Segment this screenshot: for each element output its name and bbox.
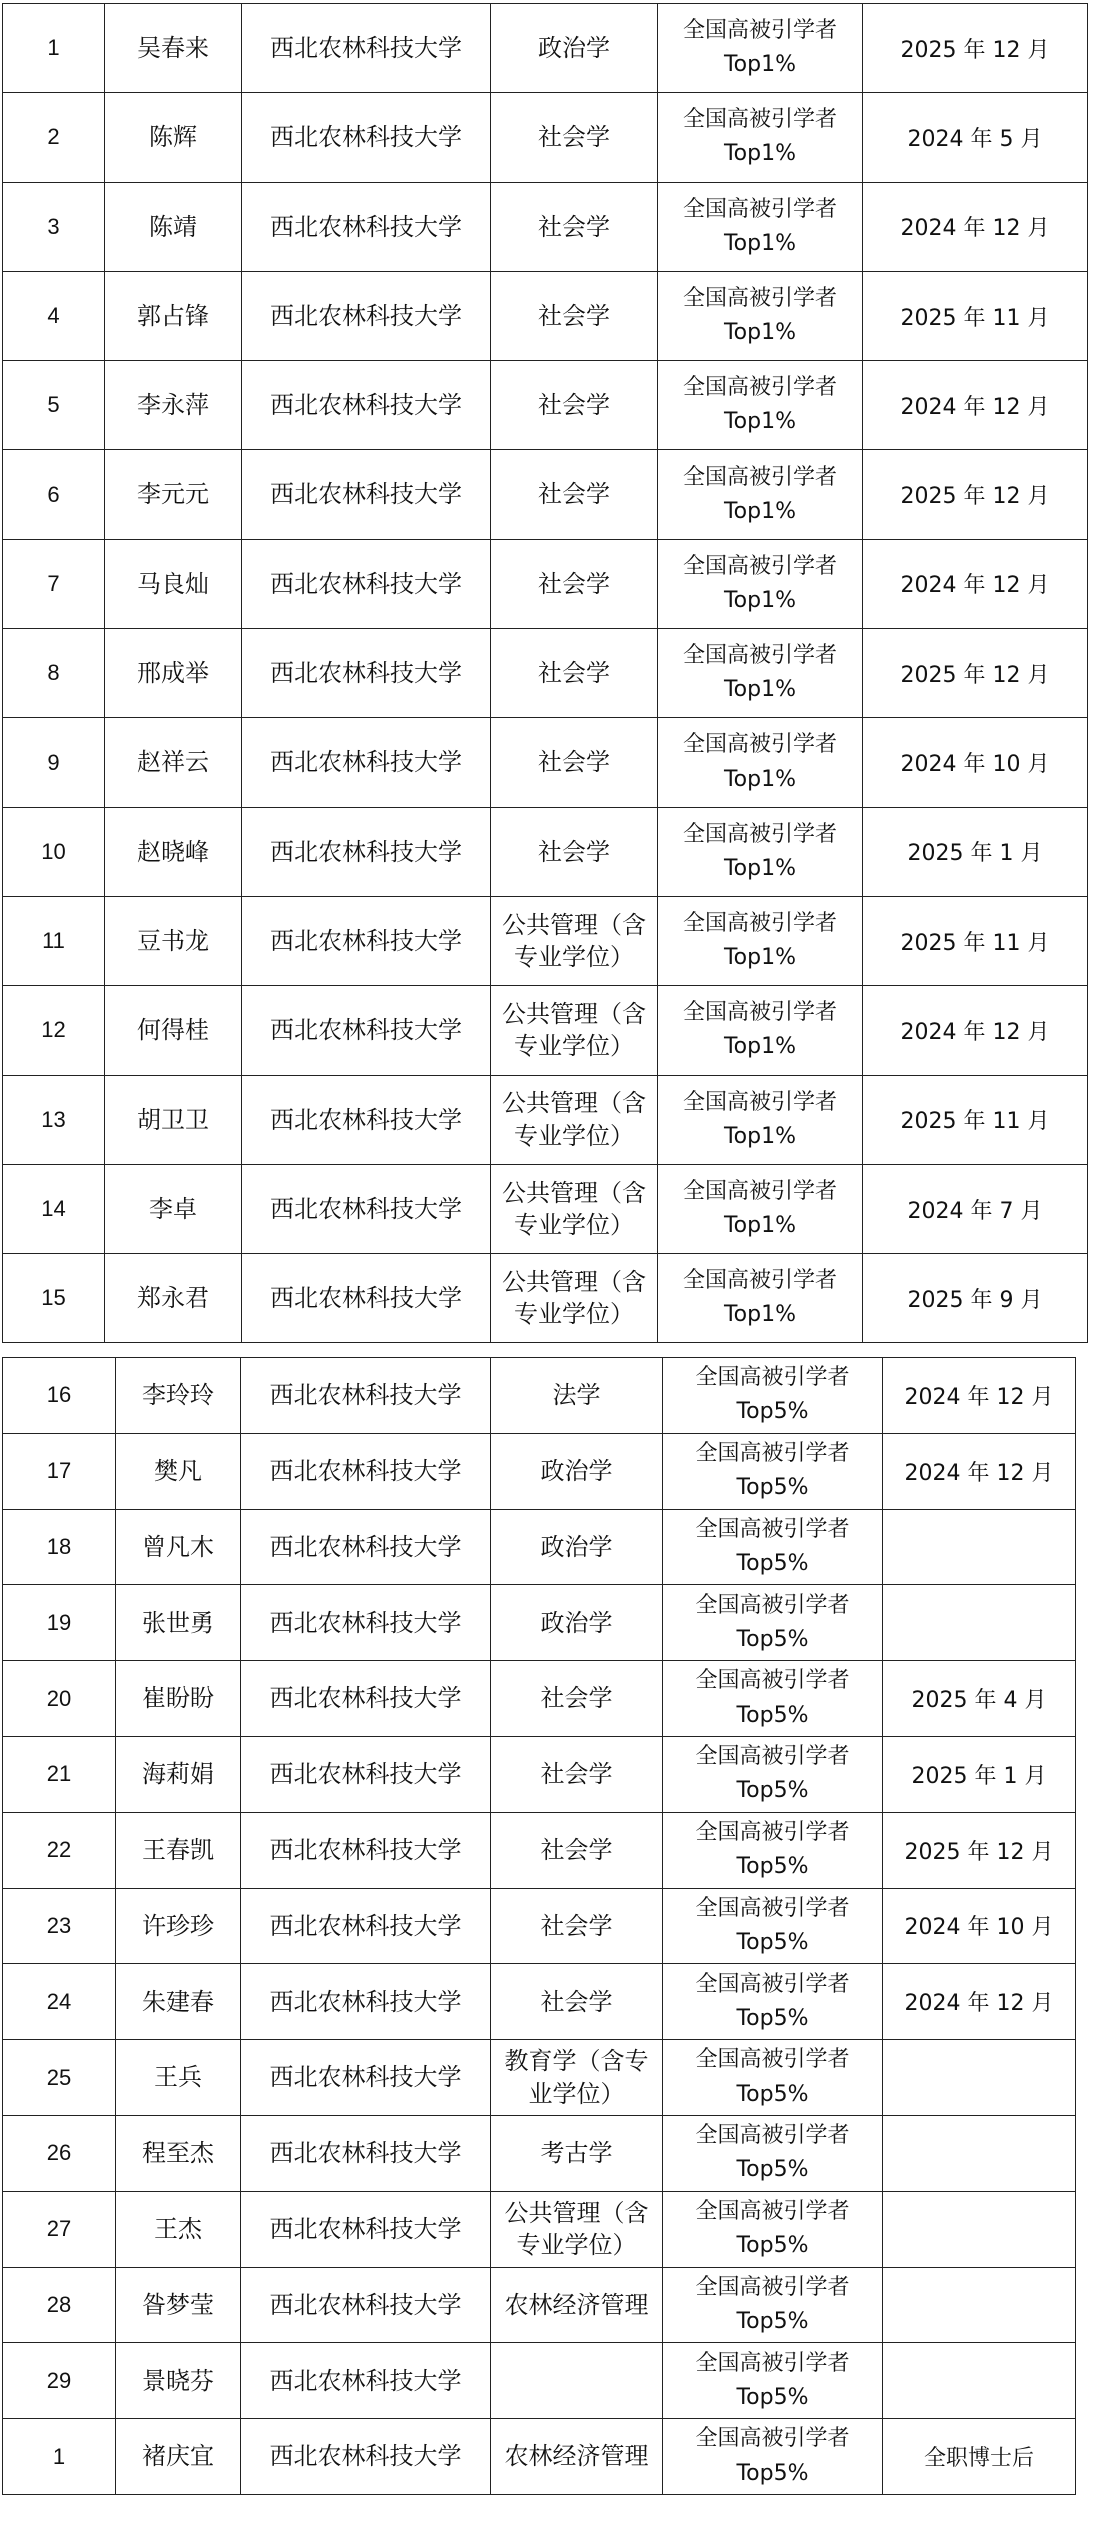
cell-university: 西北农林科技大学 (242, 1254, 491, 1343)
cell-university: 西北农林科技大学 (241, 1736, 491, 1812)
cell-discipline: 考古学 (491, 2115, 663, 2191)
cell-name: 赵祥云 (105, 718, 242, 807)
cell-date: 全职博士后 (883, 2419, 1076, 2495)
cell-discipline: 社会学 (491, 93, 658, 182)
table-row (3, 1585, 1076, 1661)
cell-university: 西北农林科技大学 (242, 896, 491, 985)
cell-name: 王春凯 (116, 1812, 241, 1888)
cell-index: 9 (3, 718, 105, 807)
table-row (3, 986, 1088, 1075)
cell-name: 胡卫卫 (105, 1075, 242, 1164)
cell-university: 西北农林科技大学 (241, 1358, 491, 1434)
cell-name: 郭占锋 (105, 271, 242, 360)
table-row (3, 807, 1088, 896)
table-row (3, 182, 1088, 271)
cell-name: 马良灿 (105, 539, 242, 628)
cell-date: 2025 年 4 月 (883, 1661, 1076, 1737)
cell-index: 2 (3, 93, 105, 182)
cell-date: 2025 年 1 月 (883, 1736, 1076, 1812)
cell-university: 西北农林科技大学 (242, 629, 491, 718)
cell-date: 2024 年 12 月 (863, 539, 1088, 628)
cell-discipline: 公共管理（含 专业学位） (491, 896, 658, 985)
cell-index: 10 (3, 807, 105, 896)
table-row (3, 629, 1088, 718)
cell-citation-level: 全国高被引学者 Top1% (658, 718, 863, 807)
cell-date: 2025 年 11 月 (863, 896, 1088, 985)
cell-index: 13 (3, 1075, 105, 1164)
cell-citation-level: 全国高被引学者 Top5% (663, 1888, 883, 1964)
cell-date: 2025 年 12 月 (863, 629, 1088, 718)
table-row (3, 1812, 1076, 1888)
cell-university: 西北农林科技大学 (241, 1888, 491, 1964)
cell-citation-level: 全国高被引学者 Top5% (663, 2115, 883, 2191)
cell-name: 樊凡 (116, 1433, 241, 1509)
table-row (3, 1888, 1076, 1964)
cell-index: 24 (3, 1964, 116, 2040)
cell-date: 2024 年 12 月 (883, 1358, 1076, 1434)
cell-university: 西北农林科技大学 (241, 1509, 491, 1585)
cell-university: 西北农林科技大学 (242, 361, 491, 450)
cell-index: 18 (3, 1509, 116, 1585)
cell-discipline: 公共管理（含 专业学位） (491, 2191, 663, 2267)
cell-date: 2025 年 12 月 (863, 4, 1088, 93)
cell-citation-level: 全国高被引学者 Top1% (658, 986, 863, 1075)
cell-citation-level: 全国高被引学者 Top1% (658, 182, 863, 271)
cell-name: 王杰 (116, 2191, 241, 2267)
cell-date: 2024 年 10 月 (883, 1888, 1076, 1964)
cell-discipline: 公共管理（含 专业学位） (491, 1254, 658, 1343)
cell-university: 西北农林科技大学 (241, 1964, 491, 2040)
cell-name: 赵晓峰 (105, 807, 242, 896)
cell-date: 2024 年 12 月 (883, 1433, 1076, 1509)
cell-index: 15 (3, 1254, 105, 1343)
cell-discipline: 农林经济管理 (491, 2267, 663, 2343)
table-row (3, 2419, 1076, 2495)
cell-citation-level: 全国高被引学者 Top5% (663, 2419, 883, 2495)
cell-date: 2025 年 11 月 (863, 271, 1088, 360)
cell-citation-level: 全国高被引学者 Top5% (663, 2040, 883, 2116)
cell-date (883, 2191, 1076, 2267)
cell-date (883, 2267, 1076, 2343)
table-row (3, 2115, 1076, 2191)
cell-name: 昝梦莹 (116, 2267, 241, 2343)
cell-name: 吴春来 (105, 4, 242, 93)
cell-discipline: 社会学 (491, 271, 658, 360)
table-row (3, 539, 1088, 628)
cell-index: 29 (3, 2343, 116, 2419)
cell-name: 王兵 (116, 2040, 241, 2116)
cell-index: 6 (3, 450, 105, 539)
cell-name: 许珍珍 (116, 1888, 241, 1964)
table-row (3, 271, 1088, 360)
cell-citation-level: 全国高被引学者 Top1% (658, 4, 863, 93)
cell-index: 21 (3, 1736, 116, 1812)
cell-citation-level: 全国高被引学者 Top1% (658, 539, 863, 628)
cell-index: 3 (3, 182, 105, 271)
cell-citation-level: 全国高被引学者 Top1% (658, 271, 863, 360)
cell-index: 25 (3, 2040, 116, 2116)
cell-university: 西北农林科技大学 (242, 450, 491, 539)
cell-index: 19 (3, 1585, 116, 1661)
table-row (3, 1075, 1088, 1164)
cell-university: 西北农林科技大学 (242, 271, 491, 360)
cell-index: 1 (3, 2419, 116, 2495)
table-row (3, 1433, 1076, 1509)
cell-discipline: 社会学 (491, 539, 658, 628)
cell-university: 西北农林科技大学 (242, 4, 491, 93)
cell-citation-level: 全国高被引学者 Top5% (663, 1736, 883, 1812)
cell-university: 西北农林科技大学 (242, 182, 491, 271)
cell-date: 2024 年 5 月 (863, 93, 1088, 182)
cell-name: 李永萍 (105, 361, 242, 450)
cell-university: 西北农林科技大学 (241, 2267, 491, 2343)
table-row (3, 361, 1088, 450)
cell-name: 何得桂 (105, 986, 242, 1075)
cell-university: 西北农林科技大学 (241, 2343, 491, 2419)
cell-university: 西北农林科技大学 (241, 1585, 491, 1661)
cell-citation-level: 全国高被引学者 Top1% (658, 629, 863, 718)
cell-citation-level: 全国高被引学者 Top1% (658, 1075, 863, 1164)
cell-university: 西北农林科技大学 (242, 718, 491, 807)
cell-index: 7 (3, 539, 105, 628)
cell-university: 西北农林科技大学 (242, 1075, 491, 1164)
cell-discipline: 社会学 (491, 1888, 663, 1964)
cell-date (883, 2115, 1076, 2191)
cell-citation-level: 全国高被引学者 Top5% (663, 1964, 883, 2040)
table-row (3, 4, 1088, 93)
cell-university: 西北农林科技大学 (241, 2115, 491, 2191)
cell-university: 西北农林科技大学 (242, 986, 491, 1075)
cell-index: 11 (3, 896, 105, 985)
cell-university: 西北农林科技大学 (242, 539, 491, 628)
cell-index: 1 (3, 4, 105, 93)
table-row (3, 1661, 1076, 1737)
cell-discipline (491, 2343, 663, 2419)
cell-citation-level: 全国高被引学者 Top1% (658, 1254, 863, 1343)
cell-date (883, 1585, 1076, 1661)
table-row (3, 1509, 1076, 1585)
cell-name: 褚庆宜 (116, 2419, 241, 2495)
cell-name: 陈靖 (105, 182, 242, 271)
cell-citation-level: 全国高被引学者 Top1% (658, 1164, 863, 1253)
cell-university: 西北农林科技大学 (241, 1661, 491, 1737)
cell-name: 邢成举 (105, 629, 242, 718)
cell-name: 李玲玲 (116, 1358, 241, 1434)
cell-name: 崔盼盼 (116, 1661, 241, 1737)
cell-date: 2025 年 9 月 (863, 1254, 1088, 1343)
table-row (3, 1964, 1076, 2040)
cell-citation-level: 全国高被引学者 Top1% (658, 807, 863, 896)
cell-discipline: 公共管理（含 专业学位） (491, 986, 658, 1075)
cell-date: 2024 年 10 月 (863, 718, 1088, 807)
cell-name: 程至杰 (116, 2115, 241, 2191)
table-row (3, 2343, 1076, 2419)
cell-discipline: 社会学 (491, 1812, 663, 1888)
cell-date: 2024 年 12 月 (863, 986, 1088, 1075)
cell-index: 20 (3, 1661, 116, 1737)
cell-discipline: 社会学 (491, 1964, 663, 2040)
cell-discipline: 农林经济管理 (491, 2419, 663, 2495)
cell-name: 李卓 (105, 1164, 242, 1253)
cell-name: 陈辉 (105, 93, 242, 182)
cell-citation-level: 全国高被引学者 Top5% (663, 2267, 883, 2343)
cell-citation-level: 全国高被引学者 Top5% (663, 1433, 883, 1509)
cell-discipline: 社会学 (491, 1661, 663, 1737)
cell-discipline: 社会学 (491, 182, 658, 271)
cell-university: 西北农林科技大学 (242, 1164, 491, 1253)
cell-citation-level: 全国高被引学者 Top1% (658, 896, 863, 985)
cell-discipline: 政治学 (491, 1585, 663, 1661)
cell-index: 26 (3, 2115, 116, 2191)
cell-citation-level: 全国高被引学者 Top5% (663, 1585, 883, 1661)
table-row (3, 1358, 1076, 1434)
cell-university: 西北农林科技大学 (241, 2191, 491, 2267)
cell-name: 海莉娟 (116, 1736, 241, 1812)
cell-date: 2024 年 7 月 (863, 1164, 1088, 1253)
cell-date: 2024 年 12 月 (883, 1964, 1076, 2040)
scholar-table-top5-body (3, 1358, 1076, 2495)
cell-index: 27 (3, 2191, 116, 2267)
cell-discipline: 政治学 (491, 1433, 663, 1509)
cell-citation-level: 全国高被引学者 Top1% (658, 450, 863, 539)
table-row (3, 896, 1088, 985)
cell-name: 张世勇 (116, 1585, 241, 1661)
cell-university: 西北农林科技大学 (241, 1812, 491, 1888)
cell-citation-level: 全国高被引学者 Top5% (663, 2191, 883, 2267)
cell-name: 李元元 (105, 450, 242, 539)
cell-index: 16 (3, 1358, 116, 1434)
cell-discipline: 政治学 (491, 4, 658, 93)
cell-date (883, 2343, 1076, 2419)
cell-university: 西北农林科技大学 (242, 93, 491, 182)
cell-date: 2025 年 11 月 (863, 1075, 1088, 1164)
cell-name: 曾凡木 (116, 1509, 241, 1585)
cell-citation-level: 全国高被引学者 Top5% (663, 2343, 883, 2419)
table-row (3, 1254, 1088, 1343)
cell-name: 朱建春 (116, 1964, 241, 2040)
table-row (3, 450, 1088, 539)
table-row (3, 1164, 1088, 1253)
scholar-table-top1-body (3, 4, 1088, 1343)
cell-citation-level: 全国高被引学者 Top5% (663, 1509, 883, 1585)
cell-name: 郑永君 (105, 1254, 242, 1343)
cell-citation-level: 全国高被引学者 Top1% (658, 361, 863, 450)
cell-university: 西北农林科技大学 (241, 2040, 491, 2116)
cell-citation-level: 全国高被引学者 Top5% (663, 1812, 883, 1888)
cell-index: 28 (3, 2267, 116, 2343)
cell-date: 2025 年 12 月 (863, 450, 1088, 539)
scholar-table-top1 (2, 3, 1088, 1343)
cell-discipline: 社会学 (491, 718, 658, 807)
cell-date: 2024 年 12 月 (863, 361, 1088, 450)
cell-index: 23 (3, 1888, 116, 1964)
table-row (3, 718, 1088, 807)
cell-discipline: 公共管理（含 专业学位） (491, 1164, 658, 1253)
table-row (3, 2191, 1076, 2267)
cell-discipline: 法学 (491, 1358, 663, 1434)
cell-discipline: 公共管理（含 专业学位） (491, 1075, 658, 1164)
cell-discipline: 教育学（含专 业学位） (491, 2040, 663, 2116)
cell-date: 2025 年 1 月 (863, 807, 1088, 896)
scholar-table-top5 (2, 1357, 1076, 2495)
cell-university: 西北农林科技大学 (241, 1433, 491, 1509)
cell-date (883, 1509, 1076, 1585)
table-row (3, 2040, 1076, 2116)
cell-discipline: 社会学 (491, 450, 658, 539)
cell-index: 5 (3, 361, 105, 450)
cell-name: 景晓芬 (116, 2343, 241, 2419)
cell-date (883, 2040, 1076, 2116)
cell-citation-level: 全国高被引学者 Top5% (663, 1358, 883, 1434)
cell-index: 14 (3, 1164, 105, 1253)
table-row (3, 1736, 1076, 1812)
cell-university: 西北农林科技大学 (242, 807, 491, 896)
cell-index: 8 (3, 629, 105, 718)
cell-discipline: 社会学 (491, 807, 658, 896)
cell-discipline: 社会学 (491, 629, 658, 718)
cell-university: 西北农林科技大学 (241, 2419, 491, 2495)
cell-citation-level: 全国高被引学者 Top1% (658, 93, 863, 182)
cell-index: 17 (3, 1433, 116, 1509)
cell-date: 2025 年 12 月 (883, 1812, 1076, 1888)
cell-index: 4 (3, 271, 105, 360)
cell-discipline: 政治学 (491, 1509, 663, 1585)
cell-date: 2024 年 12 月 (863, 182, 1088, 271)
cell-citation-level: 全国高被引学者 Top5% (663, 1661, 883, 1737)
cell-name: 豆书龙 (105, 896, 242, 985)
cell-index: 12 (3, 986, 105, 1075)
table-row (3, 2267, 1076, 2343)
table-row (3, 93, 1088, 182)
cell-discipline: 社会学 (491, 1736, 663, 1812)
cell-discipline: 社会学 (491, 361, 658, 450)
cell-index: 22 (3, 1812, 116, 1888)
